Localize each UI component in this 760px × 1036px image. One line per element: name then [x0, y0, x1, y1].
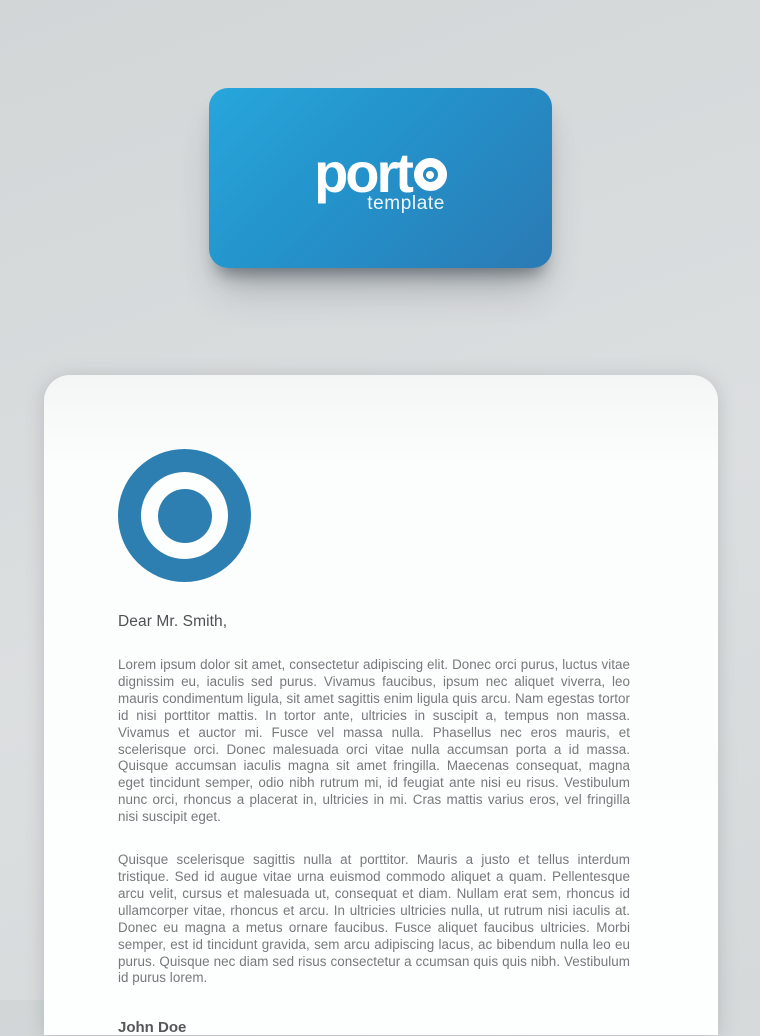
letter-paragraph: Quisque scelerisque sagittis nulla at porttitor. Mauris a justo et tellus interdum tristique. Sed id augue vitae urna euismod commodo aliquet a quam. Pellentesque arcu velit, cursus et malesuada ut, consequat et diam. Nullam erat sem, rhoncus id ullamcorper vitae, rhoncus et arcu. In ultricies ultricies nulla, ut rutrum nisi iaculis at. Donec eu magna a metus ornare faucibus. Fusce aliquet faucibus ultricies. Morbi semper, est id tincidunt gravida, sem arcu adipiscing lacus, ac bibendum nulla leo eu purus. Quisque nec diam sed risus consectetur a ccumsan quis quis nibh. Vestibulum id purus lorem. — [118, 852, 630, 986]
letterhead-ring-logo-icon — [118, 449, 251, 582]
letter-body — [118, 657, 630, 987]
porto-logo — [314, 141, 447, 215]
letter-paper — [44, 375, 718, 1035]
porto-tagline: template — [367, 193, 445, 214]
letter-paragraph: Lorem ipsum dolor sit amet, consectetur adipiscing elit. Donec orci purus, luctus vitae dignissim eu, iaculis sed purus. Vivamus faucibus, ipsum nec aliquet viverra, leo mauris condimentum ligula, sit amet sagittis enim ligula quis arcu. Nam egestas tortor id nisi porttitor mattis. In tortor ante, ultricies in suscipit a, tempus non massa. Vivamus et auctor mi. Fusce vel massa nulla. Phasellus nec eros mauris, et scelerisque orci. Donec malesuada orci vitae nulla accumsan porta a id massa. Quisque accumsan iaculis magna sit amet fringilla. Maecenas consequat, magna eget tincidunt semper, odio nibh rutrum mi, id feugiat ante nisi eu risus. Vestibulum nunc orci, rhoncus a placerat in, ultricies in mi. Cras mattis varius eros, vel fringilla nisi suscipit eget. — [118, 657, 630, 825]
letter-signature: John Doe — [118, 1019, 187, 1036]
bullseye-dot-icon — [426, 171, 434, 179]
ring-logo-core — [158, 489, 212, 543]
brand-card — [209, 88, 552, 268]
porto-wordmark-text: port — [314, 141, 411, 204]
ring-logo-white-band — [141, 472, 228, 559]
letter-greeting: Dear Mr. Smith, — [118, 613, 228, 630]
bullseye-o-icon — [414, 158, 447, 191]
